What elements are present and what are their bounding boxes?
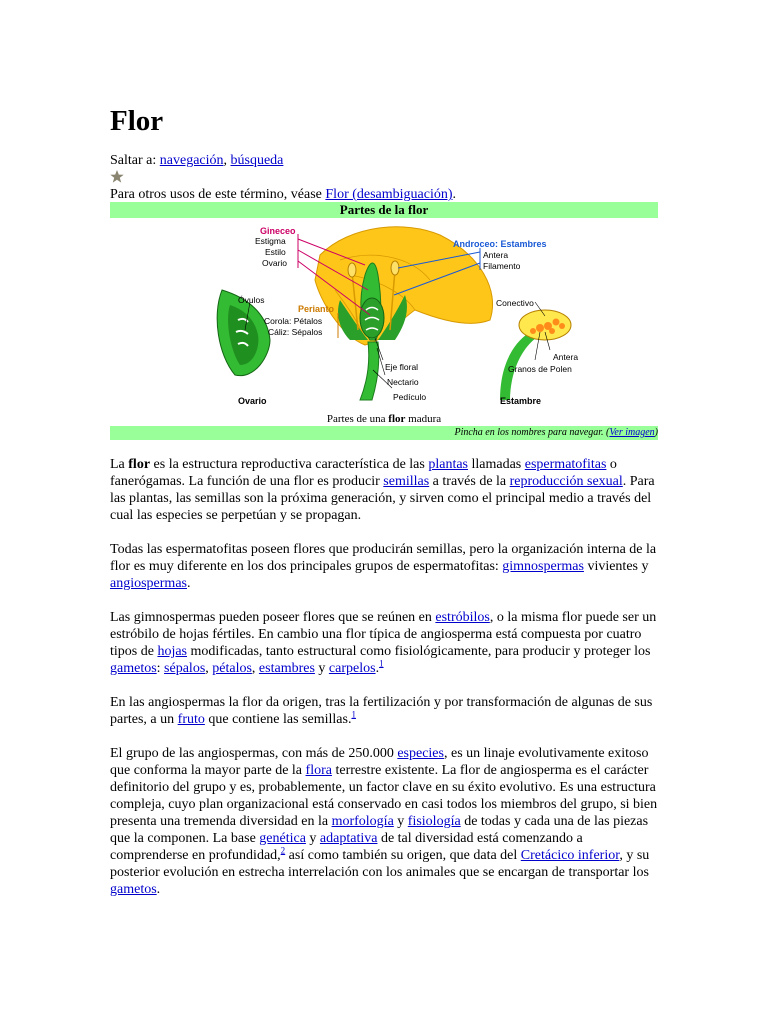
label-pediculo: Pedículo: [393, 392, 427, 402]
text: Todas las espermatofitas poseen flores que producirán semillas, pero la organización interna de la flor es muy diferente en los dos principales grupos de espermatofitas:: [110, 542, 657, 574]
link-morfologia[interactable]: morfología: [331, 814, 394, 829]
label-estambre: Estambre: [500, 396, 542, 406]
caption-bold: flor: [388, 413, 406, 425]
page-title: Flor: [110, 105, 164, 137]
link-fruto[interactable]: fruto: [177, 712, 205, 727]
reference-link[interactable]: 1: [351, 709, 356, 720]
search-link[interactable]: búsqueda: [230, 153, 284, 168]
text: a través de la: [429, 474, 510, 489]
label-filamento: Filamento: [483, 261, 521, 271]
label-corola: Corola: Pétalos: [264, 316, 323, 326]
jump-links: [110, 152, 283, 169]
link-estrobilos[interactable]: estróbilos: [435, 610, 490, 625]
disambig-link[interactable]: Flor (desambiguación): [325, 187, 453, 202]
text: terrestre existente. La flor de angiosperma es el carácter definitorio del grupo y es, probablemente, un factor clave en su éxito evolutivo. Es una estructura compleja, cuyo plan organizacional está conservado en casi todos los miembros del grupo, si bien presenta una tremenda diversidad en la: [110, 763, 658, 829]
text: que contiene las semillas.: [204, 712, 352, 727]
figure-caption: [110, 412, 658, 426]
article-body: [110, 456, 660, 915]
paragraph-1: [110, 456, 660, 524]
text: ,: [251, 661, 259, 676]
label-estilo: Estilo: [265, 247, 286, 257]
label-ovario-top: Ovario: [262, 258, 288, 268]
text: La: [110, 457, 129, 472]
text: de tal diversidad está comenzando a comprenderse en profundidad,: [110, 831, 583, 863]
text: vivientes y: [583, 559, 649, 574]
text: ,: [205, 661, 213, 676]
paragraph-2: [110, 541, 660, 592]
text: o fanerógamas. La función de una flor es producir: [110, 457, 617, 489]
reference-link[interactable]: 1: [379, 658, 384, 669]
text: , o la misma flor puede ser un estróbilo de hojas fértiles. En cambio una flor típica de angiosperma está compuesta por cuatro tipos de: [110, 610, 657, 659]
text: , es un linaje evolutivamente exitoso que conforma la mayor parte de la: [110, 746, 649, 778]
label-perianto: Perianto: [298, 304, 335, 314]
caption-pre: Partes de una: [326, 413, 389, 425]
text: En las angiospermas la flor da origen, tras la fertilización y por transformación de algunas de sus partes, a un: [110, 695, 653, 727]
article: [110, 100, 660, 897]
text: .: [156, 882, 161, 897]
link-especies[interactable]: especies: [397, 746, 444, 761]
text: , y su posterior evolución en estrecha interrelación con los animales que se encargan de transportar los: [110, 848, 650, 880]
link-flora[interactable]: flora: [305, 763, 332, 778]
star-icon: [110, 170, 124, 183]
nav-link[interactable]: navegación: [159, 153, 224, 168]
footer-post: ): [654, 427, 658, 438]
text: El grupo de las angiospermas, con más de 250.000: [110, 746, 398, 761]
paragraph-3: [110, 609, 660, 677]
label-caliz: Cáliz: Sépalos: [268, 327, 323, 337]
link-hojas[interactable]: hojas: [157, 644, 188, 659]
label-eje: Eje floral: [385, 362, 419, 372]
label-conectivo: Conectivo: [496, 298, 534, 308]
text: es la estructura reproductiva característica de las: [150, 457, 429, 472]
disambig-suffix: .: [452, 187, 457, 202]
paragraph-5: [110, 745, 660, 898]
label-antera-top: Antera: [483, 250, 509, 260]
bold-term: flor: [128, 457, 151, 472]
disambiguation-note: [110, 186, 456, 203]
link-fisiologia[interactable]: fisiología: [407, 814, 461, 829]
link-sepalos[interactable]: sépalos: [164, 661, 206, 676]
caption-post: madura: [405, 413, 442, 425]
text: . Para las plantas, las semillas son la próxima generación, y sirven como el principal medio a través del cual las especies se perpetúan y se propagan.: [110, 474, 655, 523]
link-gametos[interactable]: gametos: [110, 661, 157, 676]
link-gametos-2[interactable]: gametos: [110, 882, 157, 897]
text: llamadas: [468, 457, 525, 472]
link-gimnospermas[interactable]: gimnospermas: [502, 559, 584, 574]
label-antera-right: Antera: [553, 352, 579, 362]
figure-header: Partes de la flor: [110, 202, 658, 218]
label-ovario-bottom: Ovario: [238, 396, 267, 406]
link-petalos[interactable]: pétalos: [212, 661, 252, 676]
text: modificadas, tanto estructural como fisiológicamente, para producir y proteger los: [187, 644, 651, 659]
label-nectario: Nectario: [387, 377, 419, 387]
text: :: [156, 661, 165, 676]
link-angiospermas[interactable]: angiospermas: [110, 576, 187, 591]
flower-diagram: [200, 220, 580, 410]
footer-pre: Pincha en los nombres para navegar. (: [454, 427, 610, 438]
text: de todas y cada una de las piezas que la componen. La base: [110, 814, 649, 846]
label-granos: Granos de Polen: [508, 364, 572, 374]
text: y: [393, 814, 408, 829]
text: y: [305, 831, 320, 846]
link-reproduccion-sexual[interactable]: reproducción sexual: [509, 474, 623, 489]
stalk-shape: [360, 342, 379, 400]
label-estigma: Estigma: [255, 236, 286, 246]
view-image-link[interactable]: Ver imagen: [609, 427, 655, 438]
label-ovulos: Óvulos: [238, 295, 265, 305]
link-espermatofitas[interactable]: espermatofitas: [524, 457, 607, 472]
link-carpelos[interactable]: carpelos: [328, 661, 376, 676]
text: y: [314, 661, 329, 676]
text: Las gimnospermas pueden poseer flores que se reúnen en: [110, 610, 436, 625]
link-estambres[interactable]: estambres: [258, 661, 315, 676]
text: .: [186, 576, 191, 591]
label-gineceo: Gineceo: [260, 226, 296, 236]
link-adaptativa[interactable]: adaptativa: [319, 831, 378, 846]
figure-footer: [110, 426, 658, 440]
link-plantas[interactable]: plantas: [428, 457, 468, 472]
label-androceo: Androceo: Estambres: [453, 239, 547, 249]
jump-sep: ,: [223, 153, 231, 168]
text: .: [375, 661, 380, 676]
disambig-prefix: Para otros usos de este término, véase: [110, 187, 326, 202]
jump-prefix: Saltar a:: [110, 153, 160, 168]
paragraph-4: [110, 694, 660, 728]
text: así como también su origen, que data del: [285, 848, 521, 863]
reference-link[interactable]: 2: [280, 845, 286, 856]
link-semillas[interactable]: semillas: [383, 474, 430, 489]
link-cretacico-inferior[interactable]: Cretácico inferior: [520, 848, 620, 863]
link-genetica[interactable]: genética: [259, 831, 306, 846]
